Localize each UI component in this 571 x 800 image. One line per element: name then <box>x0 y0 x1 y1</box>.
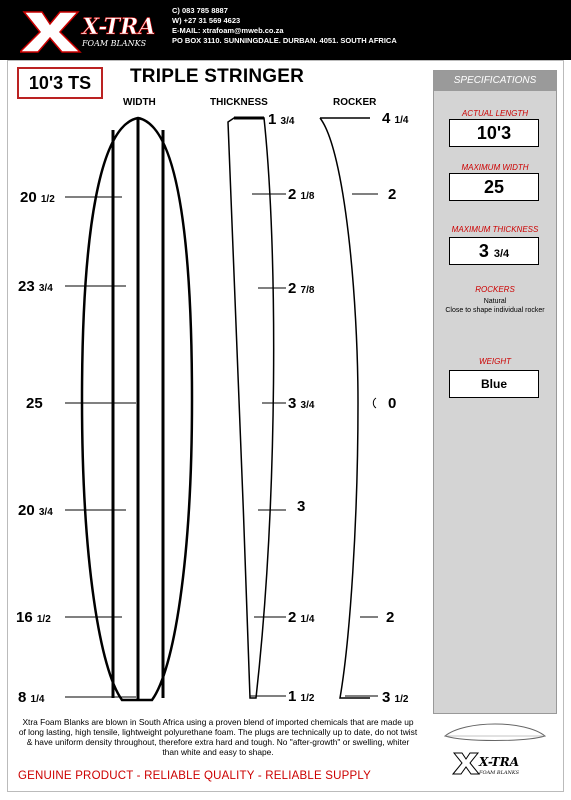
max-thickness-value: 3 3/4 <box>449 237 539 265</box>
max-width-label: MAXIMUM WIDTH <box>461 163 529 172</box>
width-label-5: 16 1/2 <box>16 609 51 626</box>
logo-subtext: FOAM BLANKS <box>82 39 147 48</box>
weight-label: WEIGHT <box>479 357 511 366</box>
rocker-heading: ROCKER <box>333 97 377 108</box>
board-silhouette-icon <box>440 716 550 746</box>
max-width-value: 25 <box>449 173 539 201</box>
address: PO BOX 3110. SUNNINGDALE. DURBAN. 4051. SOUTH AFRICA <box>172 36 397 45</box>
width-label-1: 20 1/2 <box>20 189 55 206</box>
work-phone: W) +27 31 569 4623 <box>172 16 241 25</box>
xtra-logo-small <box>452 748 524 778</box>
thickness-label-4: 3 3/4 <box>288 395 315 412</box>
rocker-label-4: 2 <box>386 609 395 626</box>
thickness-profile <box>228 118 274 698</box>
specifications-title: SPECIFICATIONS <box>434 71 556 91</box>
tagline: GENUINE PRODUCT - RELIABLE QUALITY - RELIABLE SUPPLY <box>18 770 371 782</box>
thickness-label-3: 2 7/8 <box>288 280 315 297</box>
width-heading: WIDTH <box>123 97 156 108</box>
width-label-3: 25 <box>26 395 43 412</box>
width-label-2: 23 3/4 <box>18 278 53 295</box>
rockers-note-1: Natural <box>483 298 507 305</box>
thickness-label-7: 1 1/2 <box>288 688 315 705</box>
rocker-label-tail: 3 1/2 <box>382 689 409 706</box>
thickness-label-5: 3 <box>297 498 306 515</box>
thickness-heading: THICKNESS <box>210 97 268 108</box>
max-thickness-label: MAXIMUM THICKNESS <box>451 225 539 234</box>
width-label-4: 20 3/4 <box>18 502 53 519</box>
rocker-label-2: 2 <box>388 186 397 203</box>
actual-length-value: 10'3 <box>449 119 539 147</box>
product-description: Xtra Foam Blanks are blown in South Africa using a proven blend of imported chemicals that are made up of long lasting, high tensile, lightweight polyurethane foam. The plugs are technically up to date, do not twist & have uniform density throughout, therefore extra hard and tough. No "after-growth" or swelling, whiter than white and easy to shape. <box>18 717 418 757</box>
rocker-label-center: 0 <box>388 395 397 412</box>
weight-value: Blue <box>449 370 539 398</box>
width-label-6: 8 1/4 <box>18 689 45 706</box>
email: E-MAIL: xtrafoam@mweb.co.za <box>172 26 284 35</box>
specifications-panel <box>433 70 557 714</box>
svg-text:FOAM BLANKS: FOAM BLANKS <box>479 770 520 776</box>
rockers-note-2: Close to shape individual rocker <box>445 307 545 314</box>
cell-phone: C) 083 785 8887 <box>172 6 228 15</box>
model-badge: 10'3 TS <box>17 67 103 99</box>
actual-length-label: ACTUAL LENGTH <box>461 109 529 118</box>
thickness-label-1: 1 3/4 <box>268 111 295 128</box>
rocker-label-nose: 4 1/4 <box>382 110 409 127</box>
thickness-label-2: 2 1/8 <box>288 186 315 203</box>
thickness-label-6: 2 1/4 <box>288 609 315 626</box>
rockers-label: ROCKERS <box>475 285 515 294</box>
page-title: TRIPLE STRINGER <box>130 66 305 87</box>
svg-text:X-TRA: X-TRA <box>479 755 520 769</box>
logo-text: X-TRA <box>82 14 156 40</box>
